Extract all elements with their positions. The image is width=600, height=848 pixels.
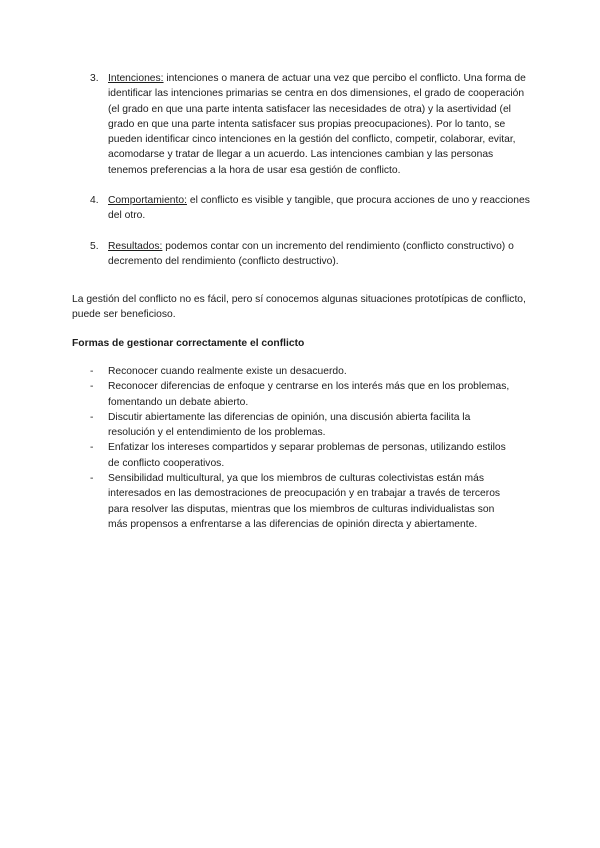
- item-text: el conflicto es visible y tangible, que procura acciones de uno y reacciones del otro.: [108, 195, 530, 222]
- item-term: Comportamiento:: [108, 195, 187, 207]
- bullet-dash: -: [90, 366, 94, 377]
- bullet-text: Reconocer diferencias de enfoque y centrarse en los interés más que en los problemas, fomentando un debate abierto.: [108, 381, 510, 408]
- bullet-dash: -: [90, 411, 94, 423]
- item-term: Resultados:: [108, 240, 163, 252]
- list-item-comportamiento: [90, 193, 530, 224]
- item-number: 3.: [90, 73, 99, 84]
- bullet-dash: -: [90, 442, 94, 454]
- body-paragraph: La gestión del conflicto no es fácil, pero sí conocemos algunas situaciones prototípicas de conflicto, puede ser beneficioso.: [72, 294, 526, 321]
- list-item-resultados: [90, 239, 530, 270]
- bullet-text: Enfatizar los intereses compartidos y separar problemas de personas, utilizando estilos de conflicto cooperativos.: [108, 442, 506, 469]
- item-text: podemos contar con un incremento del rendimiento (conflicto constructivo) o decremento del rendimiento (conflicto destructivo).: [108, 240, 514, 267]
- bullet-text: Discutir abiertamente las diferencias de opinión, una discusión abierta facilita la resolución y el entendimiento de los problemas.: [108, 411, 471, 439]
- bullet-text: Sensibilidad multicultural, ya que los miembros de culturas colectivistas están más interesados en las demostraciones de preocupación y en trabajar a través de terceros para resolver las disputas, mientras que los miembros de culturas individualistas son más propensos a enfrentarse a las diferencias de opinión directa y abiertamente.: [108, 473, 501, 530]
- list-item: [90, 410, 510, 441]
- bullet-dash: -: [90, 381, 94, 393]
- list-item: [90, 471, 510, 532]
- bullet-dash: -: [90, 473, 94, 485]
- bullet-list: [90, 364, 510, 532]
- item-number: 4.: [90, 195, 99, 207]
- section-heading: Formas de gestionar correctamente el conflicto: [72, 338, 305, 349]
- item-term: Intenciones:: [108, 73, 164, 84]
- item-number: 5.: [90, 240, 99, 252]
- numbered-list: [90, 71, 530, 284]
- list-item: [90, 379, 510, 410]
- bullet-text: Reconocer cuando realmente existe un desacuerdo.: [108, 366, 347, 377]
- list-item: [90, 440, 510, 471]
- list-item: [90, 364, 510, 379]
- item-text: intenciones o manera de actuar una vez que percibo el conflicto. Una forma de identificar las intenciones primarias se centra en dos dimensiones, el grado de cooperación (el grado en que una parte intenta satisfacer las necesidades de otra) y la asertividad (el grado en que una parte intenta satisfacer sus propias preocupaciones). Por lo tanto, se pueden identificar cinco intenciones en la gestión del conflicto, competir, colaborar, evitar, acomodarse y tratar de llegar a un acuerdo. Las intenciones cambian y las personas tenemos preferencias a la hora de usar esa gestión de conflicto.: [108, 73, 526, 176]
- list-item-intenciones: [90, 71, 530, 178]
